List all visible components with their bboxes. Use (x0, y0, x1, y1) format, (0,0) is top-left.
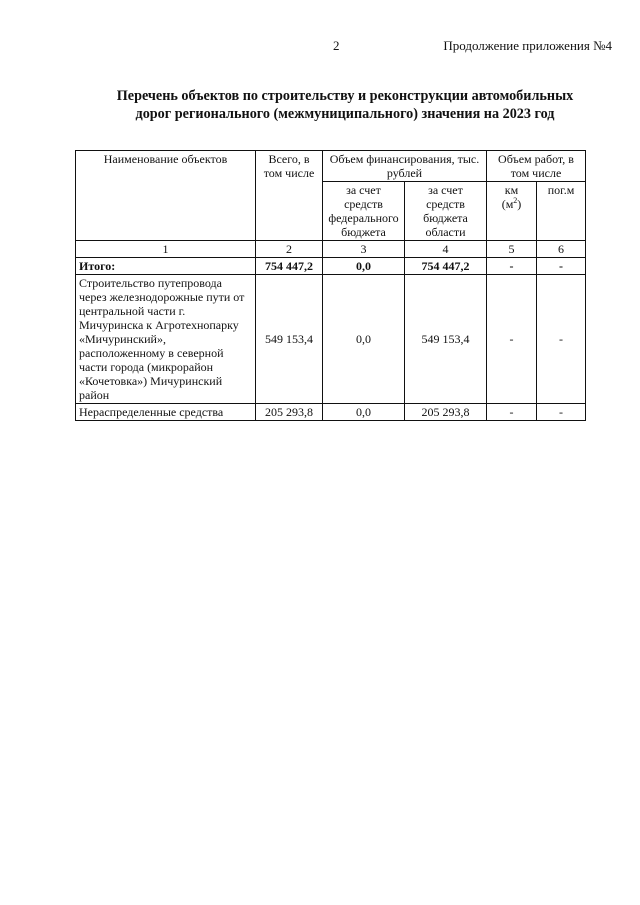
column-number: 5 (487, 241, 537, 258)
header-m2-open: (м (501, 197, 514, 211)
page-number: 2 (333, 38, 340, 53)
total-sum: 754 447,2 (256, 258, 323, 275)
object-total: 205 293,8 (256, 404, 323, 421)
total-regional: 754 447,2 (405, 258, 487, 275)
header-km (487, 182, 537, 241)
object-regional: 205 293,8 (405, 404, 487, 421)
total-row (76, 258, 586, 275)
header-total: Всего, в том числе (256, 151, 323, 241)
document-title (80, 87, 610, 123)
header-regional: за счет средств бюджета области (405, 182, 487, 241)
header-financing: Объем финансирования, тыс. рублей (323, 151, 487, 182)
total-km: - (487, 258, 537, 275)
header-pogm: пог.м (537, 182, 586, 241)
column-numbers-row (76, 241, 586, 258)
object-name: Нераспределенные средства (76, 404, 256, 421)
header-federal: за счет средств федерального бюджета (323, 182, 405, 241)
header-name: Наименование объектов (76, 151, 256, 241)
total-federal: 0,0 (323, 258, 405, 275)
object-pogm: - (537, 275, 586, 404)
object-regional: 549 153,4 (405, 275, 487, 404)
column-number: 2 (256, 241, 323, 258)
header-km-label: км (504, 183, 519, 197)
column-number: 4 (405, 241, 487, 258)
table-row (76, 404, 586, 421)
header-m2-close: ) (517, 197, 522, 211)
column-number: 1 (76, 241, 256, 258)
total-label: Итого: (76, 258, 256, 275)
object-km: - (487, 404, 537, 421)
title-line-2: дорог регионального (межмуниципального) значения на 2023 год (135, 106, 555, 122)
object-federal: 0,0 (323, 404, 405, 421)
object-name: Строительство путепровода через железнодорожные пути от центральной части г. Мичуринска к Агротехнопарку «Мичуринский», расположенному в северной части города (микрорайон «Кочетовка») Мичуринский район (76, 275, 256, 404)
objects-table (75, 150, 586, 421)
appendix-label: Продолжение приложения №4 (443, 38, 612, 53)
object-federal: 0,0 (323, 275, 405, 404)
header-work-volume: Объем работ, в том числе (487, 151, 586, 182)
title-line-1: Перечень объектов по строительству и реконструкции автомобильных (116, 88, 574, 104)
object-pogm: - (537, 404, 586, 421)
total-pogm: - (537, 258, 586, 275)
column-number: 3 (323, 241, 405, 258)
object-total: 549 153,4 (256, 275, 323, 404)
object-km: - (487, 275, 537, 404)
header-m2-sup: 2 (513, 196, 518, 205)
header-row-1 (76, 151, 586, 182)
column-number: 6 (537, 241, 586, 258)
table-row (76, 275, 586, 404)
